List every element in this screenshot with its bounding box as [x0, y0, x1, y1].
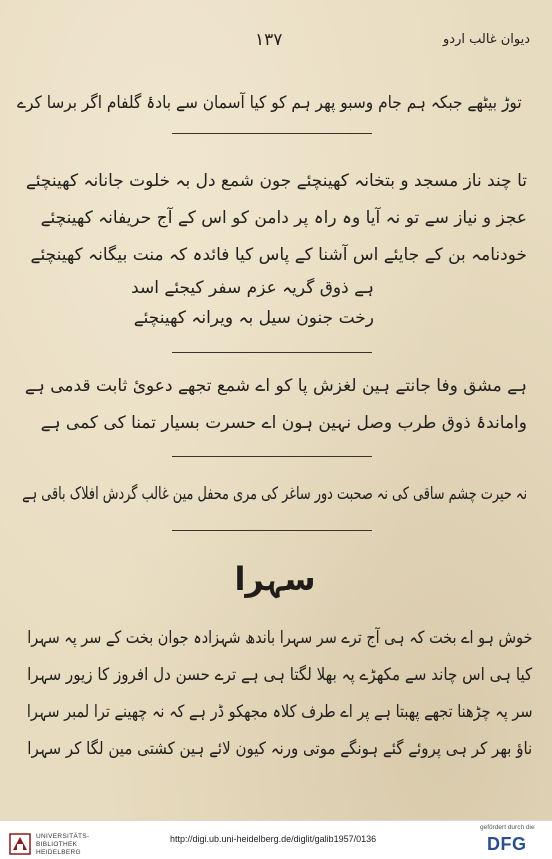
- funded-by-label: gefördert durch die: [480, 824, 535, 831]
- verse-line: نہ حیرت چشم ساقی کی نہ صحبت دور ساغر کی مری محفل مین غالب گردش افلاک باقی ہے: [22, 484, 527, 504]
- divider: [172, 456, 372, 457]
- book-title: دیوان غالب اردو: [443, 32, 530, 47]
- verse-line: رخت جنون سیل بہ ویرانہ کھینچئے: [133, 308, 374, 328]
- page-number: ۱۳۷: [255, 30, 283, 50]
- divider: [172, 530, 372, 531]
- library-line: UNIVERSITÄTS-: [36, 833, 90, 840]
- dfg-logo: DFG: [487, 834, 527, 854]
- library-logo: [6, 829, 126, 855]
- sehra-line: سر پہ چڑھنا تجھے پھبتا ہے پر اے طرف کلاہ مجھکو ڈر ہے کہ نہ چھینے ترا لمبر سہرا: [26, 702, 532, 722]
- verse-line: عجز و نیاز سے تو نہ آیا وہ راہ پر دامن کو اس کے آج حریفانہ کھینچئے: [40, 208, 527, 228]
- verse-line: ہے ذوق گریہ عزم سفر کیجئے اسد: [131, 278, 374, 298]
- verse-line: ہے مشق وفا جانتے ہین لغزش پا کو اے شمع تجھے دعویٔ ثابت قدمی ہے: [24, 376, 527, 396]
- verse-line: تا چند ناز مسجد و بتخانہ کھینچئے جون شمع دل بہ خلوت جانانہ کھینچئے: [25, 171, 527, 191]
- section-title: سہرا: [234, 560, 316, 598]
- divider: [172, 352, 372, 353]
- divider: [172, 133, 372, 134]
- footer-bar: [0, 820, 552, 859]
- sehra-line: کیا ہی اس چاند سے مکھڑے پہ بھلا لگتا ہی ہے ترے حسن دل افروز کا زیور سہرا: [26, 665, 532, 685]
- verse-line: خودنامہ بن کے جایئے اس آشنا کے پاس کیا فائدہ کہ منت بیگانہ کھینچئے: [30, 245, 527, 265]
- library-line: BIBLIOTHEK: [36, 841, 78, 848]
- source-url[interactable]: http://digi.ub.uni-heidelberg.de/diglit/galib1957/0136: [170, 834, 377, 844]
- sehra-line: خوش ہو اے بخت کہ ہی آج ترے سر سہرا باندھ شہزادہ جوان بخت کے سر پہ سہرا: [26, 628, 532, 648]
- verse-line: توڑ بیٹھے جبکہ ہم جام وسبو پھر ہم کو کیا آسمان سے بادۂ گلفام اگر برسا کرے: [17, 93, 522, 113]
- sehra-line: ناؤ بھر کر ہی پروئے گئے ہونگے موتی ورنہ کیون لائے ہین کشتی مین لگا کر سہرا: [27, 739, 532, 759]
- library-line: HEIDELBERG: [36, 849, 81, 856]
- library-seal-icon: [9, 833, 31, 855]
- verse-line: واماندۂ ذوق طرب وصل نہین ہون اے حسرت بسیار تمنا کی کمی ہے: [40, 413, 527, 433]
